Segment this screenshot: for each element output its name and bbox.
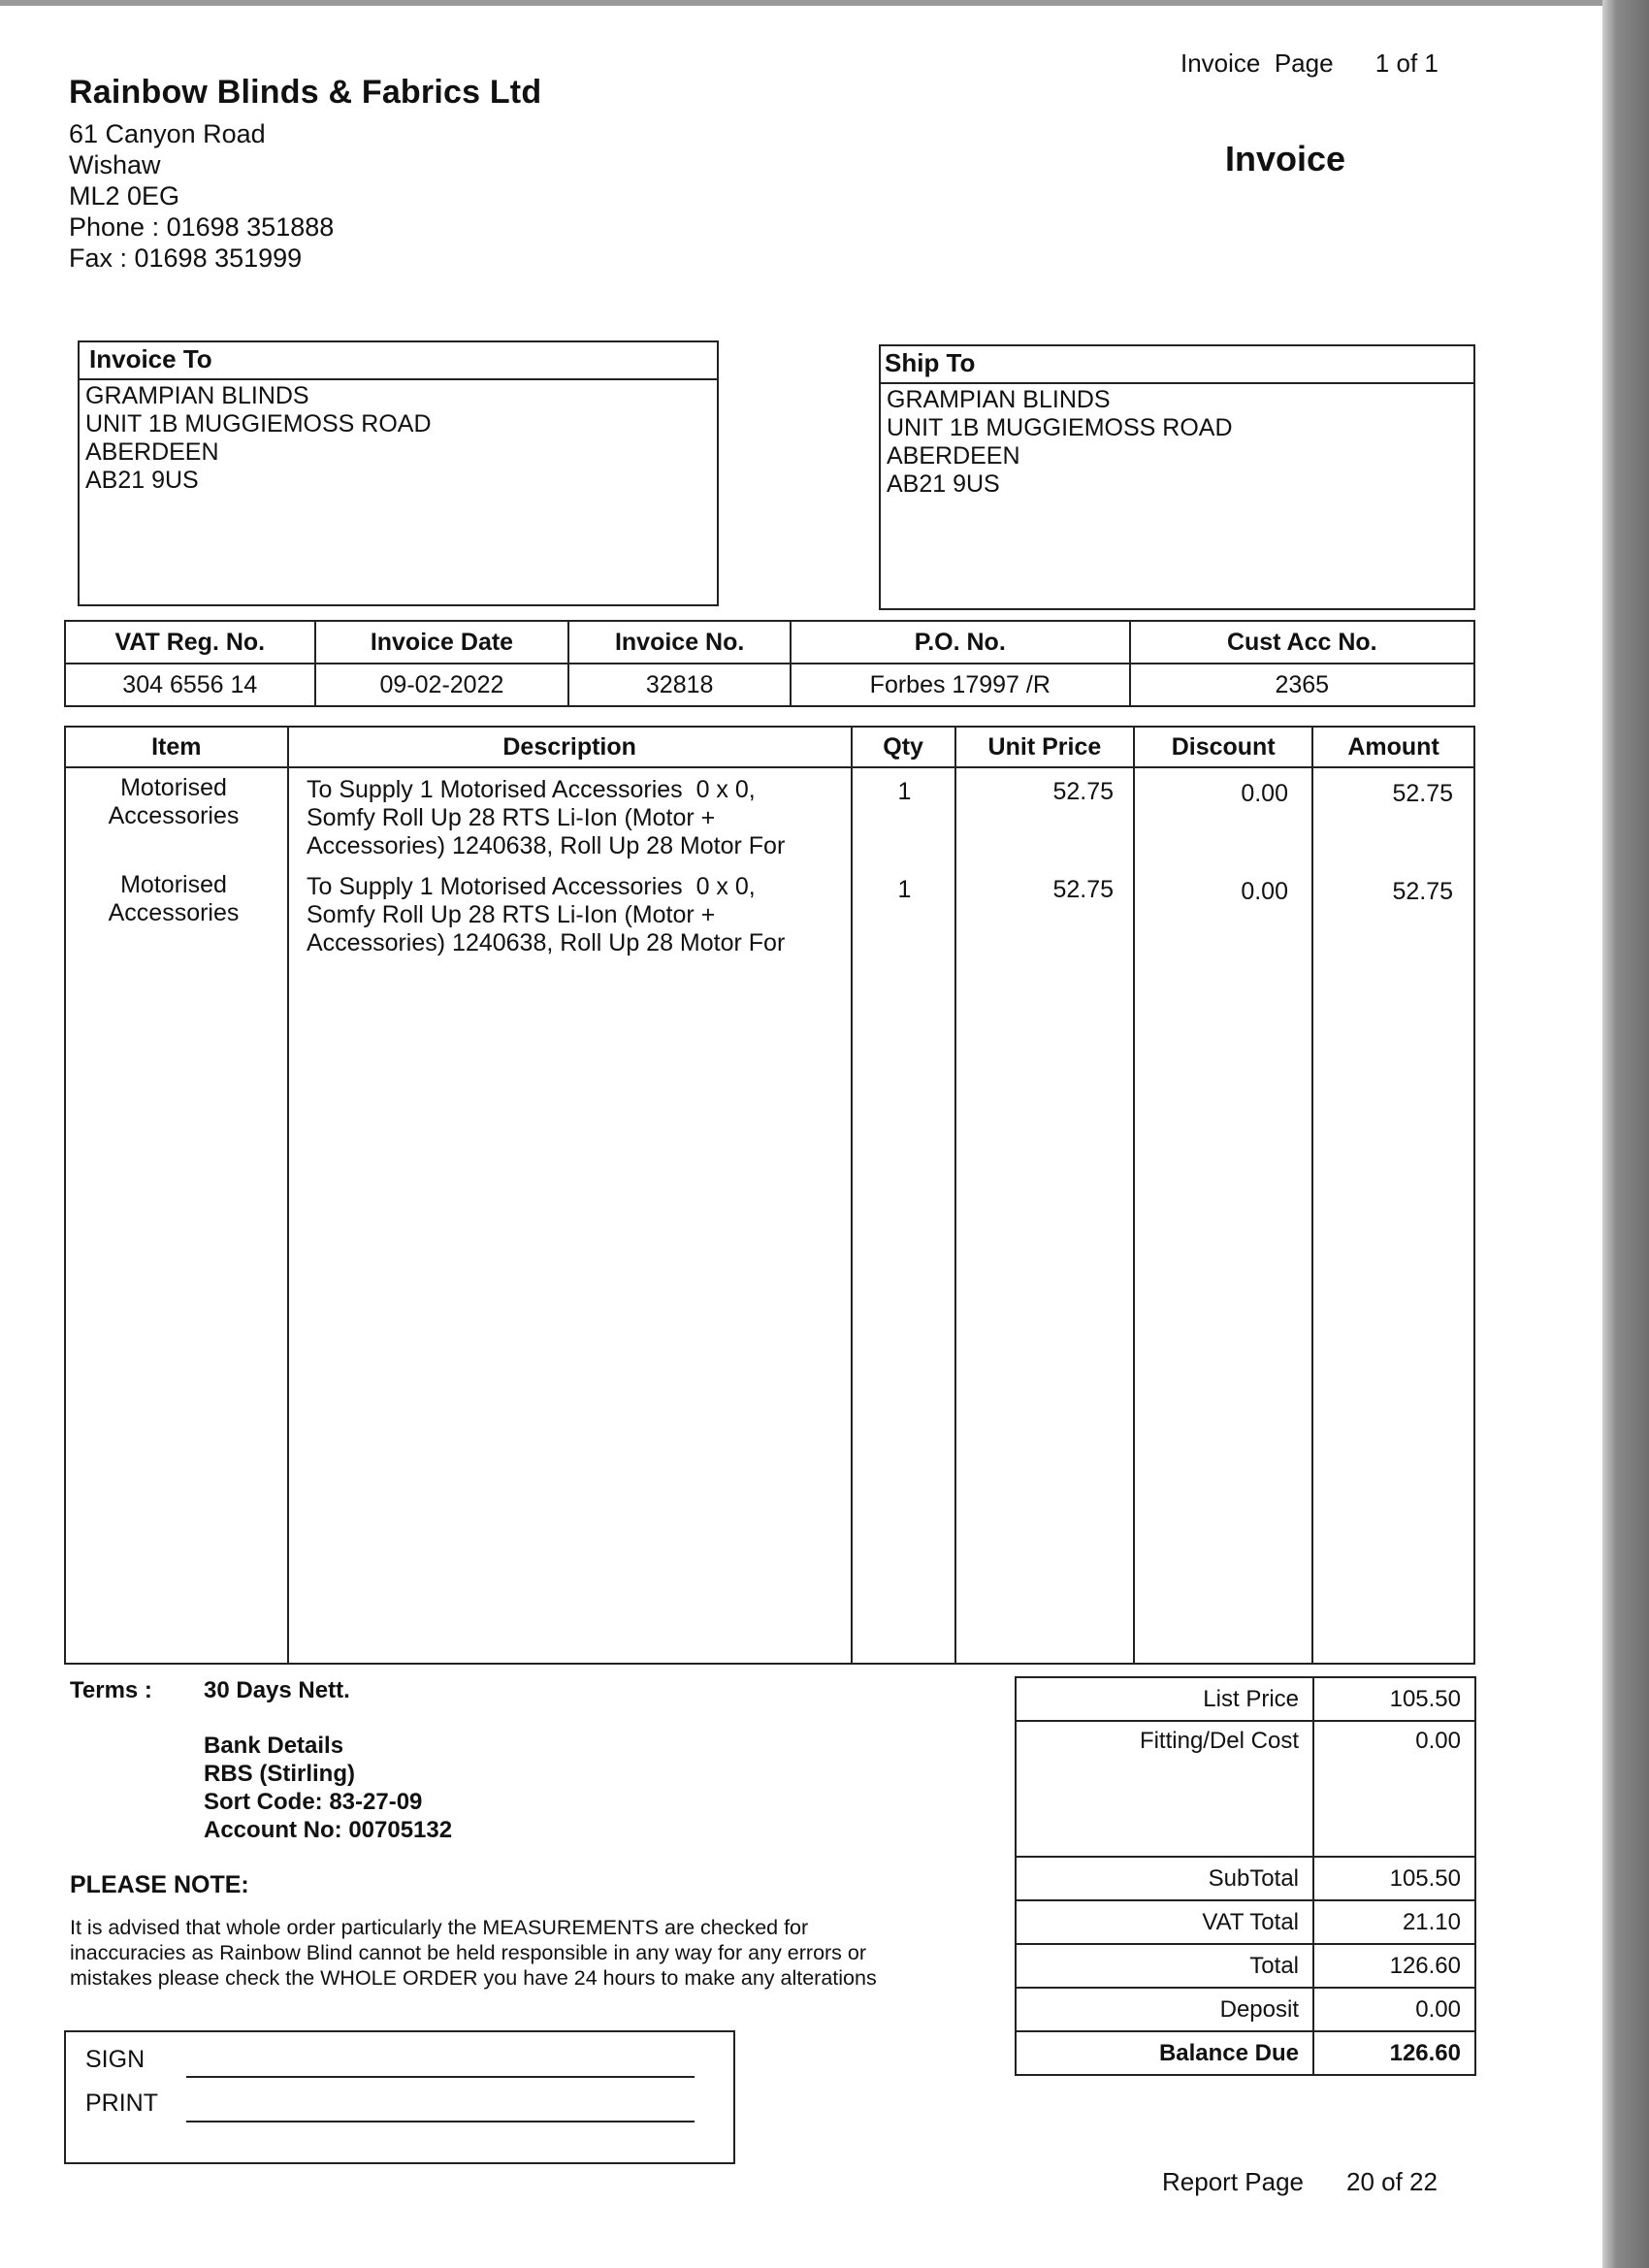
bank-name: RBS (Stirling)	[204, 1761, 355, 1787]
line-items-table	[64, 726, 1475, 1665]
totals-row	[1016, 2031, 1475, 2075]
invoice-page-value: 1 of 1	[1374, 49, 1439, 78]
invoice-info-value-row	[65, 664, 1474, 706]
invoice-page-indicator	[1180, 49, 1439, 79]
list-price-label: List Price	[1016, 1677, 1313, 1721]
deposit-label: Deposit	[1016, 1988, 1313, 2031]
table-row-description	[307, 873, 850, 957]
print-line[interactable]	[186, 2121, 695, 2122]
subtotal-value: 105.50	[1313, 1857, 1475, 1900]
company-name: Rainbow Blinds & Fabrics Ltd	[69, 74, 542, 111]
description-line: Accessories) 1240638, Roll Up 28 Motor For	[307, 832, 786, 859]
total-label: Total	[1016, 1944, 1313, 1988]
item-col-header: Item	[65, 727, 288, 767]
table-row-item	[66, 774, 281, 830]
item-name-line: Motorised	[120, 871, 227, 898]
totals-row	[1016, 1900, 1475, 1944]
ship-to-line: UNIT 1B MUGGIEMOSS ROAD	[887, 414, 1233, 441]
total-value: 126.60	[1313, 1944, 1475, 1988]
invoice-to-heading: Invoice To	[80, 342, 717, 380]
description-line: Accessories) 1240638, Roll Up 28 Motor For	[307, 929, 786, 956]
ship-to-heading: Ship To	[881, 346, 1473, 384]
discount-col-header: Discount	[1134, 727, 1312, 767]
table-row-discount: 0.00	[1241, 878, 1288, 905]
document-title: Invoice	[1225, 139, 1346, 178]
item-name-line: Motorised	[120, 774, 227, 801]
cust-acc-header: Cust Acc No.	[1130, 621, 1474, 664]
invoice-date-value: 09-02-2022	[315, 664, 569, 706]
invoice-no-value: 32818	[568, 664, 791, 706]
description-line: Somfy Roll Up 28 RTS Li-Ion (Motor +	[307, 804, 716, 831]
please-note-line: It is advised that whole order particularly the MEASUREMENTS are checked for	[70, 1916, 809, 1939]
invoice-to-line: UNIT 1B MUGGIEMOSS ROAD	[85, 410, 432, 437]
invoice-date-header: Invoice Date	[315, 621, 569, 664]
sign-line[interactable]	[186, 2076, 695, 2078]
description-line: To Supply 1 Motorised Accessories 0 x 0,	[307, 873, 756, 900]
ship-to-box	[879, 344, 1475, 610]
company-phone: Phone : 01698 351888	[69, 212, 335, 242]
invoice-to-line: ABERDEEN	[85, 438, 219, 466]
fitting-cost-label: Fitting/Del Cost	[1016, 1721, 1313, 1857]
company-address-line: ML2 0EG	[69, 181, 180, 211]
table-row-qty: 1	[897, 778, 912, 805]
invoice-info-table	[64, 620, 1475, 707]
totals-row	[1016, 1857, 1475, 1900]
po-no-header: P.O. No.	[791, 621, 1130, 664]
totals-row	[1016, 1721, 1475, 1857]
deposit-value: 0.00	[1313, 1988, 1475, 2031]
company-fax: Fax : 01698 351999	[69, 243, 303, 273]
invoice-to-box	[78, 340, 719, 606]
table-row-unit-price: 52.75	[1052, 876, 1114, 903]
invoice-info-header-row	[65, 621, 1474, 664]
invoice-no-header: Invoice No.	[568, 621, 791, 664]
description-line: Somfy Roll Up 28 RTS Li-Ion (Motor +	[307, 901, 716, 928]
vat-total-value: 21.10	[1313, 1900, 1475, 1944]
unit-price-col-header: Unit Price	[955, 727, 1135, 767]
invoice-page-label: Invoice Page	[1180, 49, 1334, 78]
bank-account-no: Account No: 00705132	[204, 1817, 453, 1843]
company-address-line: Wishaw	[69, 150, 161, 179]
vat-reg-header: VAT Reg. No.	[65, 621, 315, 664]
description-line: To Supply 1 Motorised Accessories 0 x 0,	[307, 776, 756, 803]
vat-reg-value: 304 6556 14	[65, 664, 315, 706]
totals-row	[1016, 1677, 1475, 1721]
bank-details-heading: Bank Details	[204, 1733, 344, 1759]
ship-to-line: ABERDEEN	[887, 442, 1020, 470]
subtotal-label: SubTotal	[1016, 1857, 1313, 1900]
print-label: PRINT	[85, 2090, 158, 2117]
table-row-qty: 1	[897, 876, 912, 903]
amount-col-header: Amount	[1312, 727, 1474, 767]
terms-value: 30 Days Nett.	[204, 1677, 350, 1703]
scan-edge-right	[1602, 0, 1649, 2268]
balance-due-value: 126.60	[1313, 2031, 1475, 2075]
po-no-value: Forbes 17997 /R	[791, 664, 1130, 706]
ship-to-line: AB21 9US	[887, 470, 1000, 498]
list-price-value: 105.50	[1313, 1677, 1475, 1721]
cust-acc-value: 2365	[1130, 664, 1474, 706]
invoice-to-line: GRAMPIAN BLINDS	[85, 382, 309, 409]
item-name-line: Accessories	[108, 899, 240, 926]
description-col-header: Description	[288, 727, 852, 767]
fitting-cost-value: 0.00	[1313, 1721, 1475, 1857]
balance-due-label: Balance Due	[1016, 2031, 1313, 2075]
table-row-item	[66, 871, 281, 927]
totals-row	[1016, 1988, 1475, 2031]
vat-total-label: VAT Total	[1016, 1900, 1313, 1944]
sign-label: SIGN	[85, 2046, 146, 2073]
table-row-amount: 52.75	[1392, 780, 1453, 807]
terms-label: Terms :	[70, 1677, 152, 1703]
please-note-heading: PLEASE NOTE:	[70, 1871, 249, 1898]
table-row-amount: 52.75	[1392, 878, 1453, 905]
totals-table	[1015, 1676, 1476, 2076]
bank-sort-code: Sort Code: 83-27-09	[204, 1789, 423, 1815]
company-address-line: 61 Canyon Road	[69, 119, 266, 148]
please-note-line: inaccuracies as Rainbow Blind cannot be held responsible in any way for any errors or	[70, 1941, 867, 1964]
signature-box	[64, 2030, 735, 2164]
please-note-text	[70, 1915, 877, 1991]
table-row-unit-price: 52.75	[1052, 778, 1114, 805]
scan-edge-top	[0, 0, 1649, 6]
line-items-header-row	[65, 727, 1474, 767]
invoice-to-line: AB21 9US	[85, 467, 199, 494]
please-note-line: mistakes please check the WHOLE ORDER you have 24 hours to make any alterations	[70, 1966, 877, 1990]
report-page-label: Report Page	[1162, 2167, 1304, 2196]
report-page-value: 20 of 22	[1346, 2167, 1438, 2196]
ship-to-line: GRAMPIAN BLINDS	[887, 386, 1111, 413]
item-name-line: Accessories	[108, 802, 240, 829]
table-row-discount: 0.00	[1241, 780, 1288, 807]
totals-row	[1016, 1944, 1475, 1988]
qty-col-header: Qty	[852, 727, 955, 767]
table-row-description	[307, 776, 850, 860]
